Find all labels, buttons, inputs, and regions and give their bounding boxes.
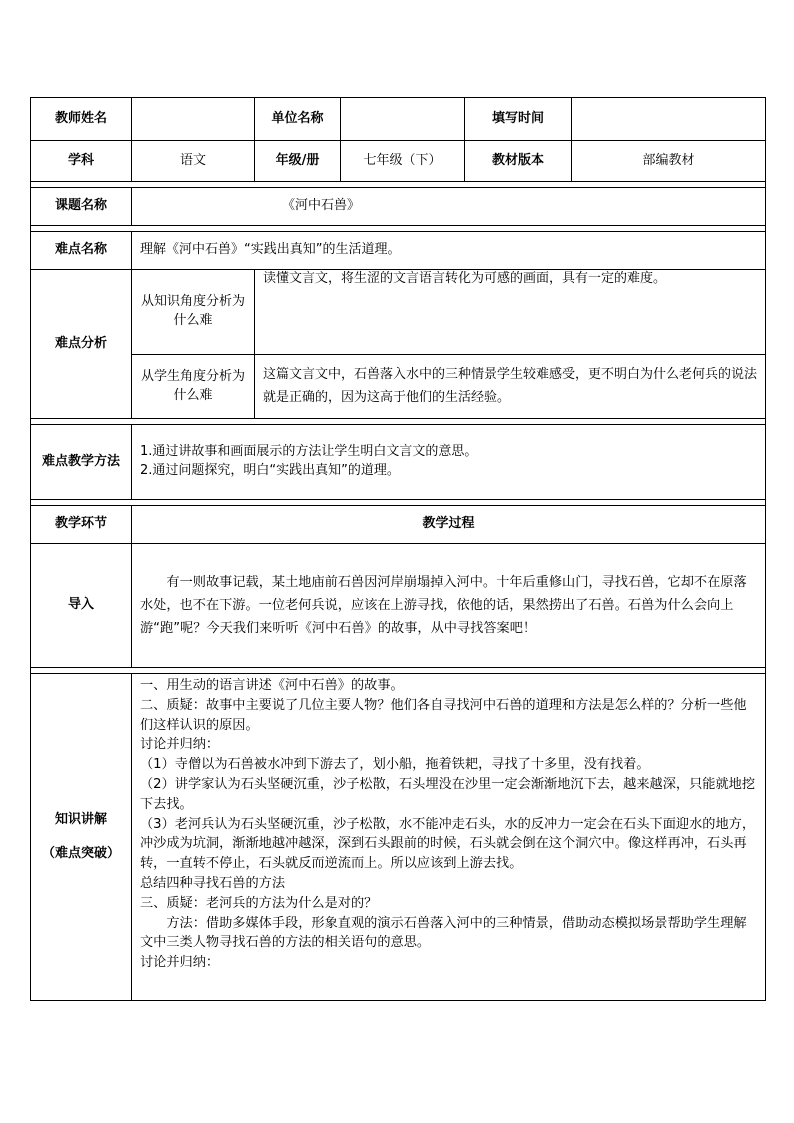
row-subject-info [31, 141, 766, 182]
row-knowledge-explanation [31, 674, 766, 1001]
row-process-header [31, 506, 766, 544]
subject-label: 学科 [31, 141, 132, 182]
textbook-value: 部编教材 [572, 141, 766, 182]
teaching-process-label: 教学过程 [132, 506, 766, 544]
row-lesson-title [31, 188, 766, 226]
lesson-plan-document [30, 97, 765, 1005]
teaching-method-line-2: 2.通过问题探究，明白“实践出真知”的道理。 [140, 463, 400, 478]
student-angle-label: 从学生角度分析为什么难 [132, 355, 255, 419]
teaching-method-label: 难点教学方法 [31, 425, 132, 500]
fill-date-label: 填写时间 [465, 98, 572, 141]
lesson-title-value: 《河中石兽》 [132, 188, 766, 226]
row-difficulty-name [31, 232, 766, 270]
knowledge-line: 讨论并归纳： [140, 737, 220, 753]
unit-name-value [341, 98, 465, 141]
teacher-name-label: 教师姓名 [31, 98, 132, 141]
textbook-label: 教材版本 [465, 141, 572, 182]
teaching-method-content [132, 425, 766, 500]
difficulty-analysis-label: 难点分析 [31, 270, 132, 419]
knowledge-explanation-label-cell [31, 674, 132, 1001]
knowledge-explanation-content [132, 674, 766, 1001]
student-angle-text: 这篇文言文中，石兽落入水中的三种情景学生较难感受，更不明白为什么老何兵的说法就是正确的，因为这高于他们的生活经验。 [255, 355, 766, 419]
knowledge-line: 方法：借助多媒体手段，形象直观的演示石兽落入河中的三种情景，借助动态模拟场景帮助学生理解文中三类人物寻找石兽的方法的相关语句的意思。 [140, 915, 747, 951]
difficulty-name-value: 理解《河中石兽》“实践出真知”的生活道理。 [132, 232, 766, 270]
knowledge-line: 一、用生动的语言讲述《河中石兽》的故事。 [140, 678, 404, 693]
knowledge-line: 讨论并归纳： [140, 955, 220, 971]
lesson-title-label: 课题名称 [31, 188, 132, 226]
intro-label: 导入 [31, 544, 132, 668]
knowledge-explanation-sublabel: （难点突破） [41, 846, 120, 861]
intro-text: 有一则故事记载，某土地庙前石兽因河岸崩塌掉入河中。十年后重修山门，寻找石兽，它却不在原落水处，也不在下游。一位老何兵说，应该在上游寻找，依他的话，果然捞出了石兽。石兽为什么会向上游“跑”呢？今天我们来听听《河中石兽》的故事，从中寻找答案吧！ [132, 544, 766, 668]
fill-date-value [572, 98, 766, 141]
teacher-name-value [132, 98, 255, 141]
teaching-stage-label: 教学环节 [31, 506, 132, 544]
knowledge-line: 总结四种寻找石兽的方法 [140, 875, 286, 891]
knowledge-line: （1）寺僧以为石兽被水冲到下游去了，划小船，拖着铁耙，寻找了十多里，没有找着。 [140, 757, 650, 773]
knowledge-line: 三、质疑：老河兵的方法为什么是对的？ [140, 895, 378, 911]
grade-value: 七年级（下） [341, 141, 465, 182]
row-student-analysis [31, 355, 766, 419]
knowledge-line: （3）老河兵认为石头坚硬沉重，沙子松散，水不能冲走石头，水的反冲力一定会在石头下面迎水的地方，冲沙成为坑洞，渐渐地越冲越深，深到石头跟前的时候，石头就会倒在这个洞穴中。像这样再冲，石头再转，一直转不停止，石头就反而逆流而上。所以应该到上游去找。 [140, 816, 756, 872]
knowledge-explanation-label: 知识讲解 [54, 812, 107, 828]
row-intro [31, 544, 766, 668]
knowledge-angle-text: 读懂文言文，将生涩的文言语言转化为可感的画面，具有一定的难度。 [255, 270, 766, 355]
row-teaching-method [31, 425, 766, 500]
knowledge-line: 二、质疑：故事中主要说了几位主要人物？他们各自寻找河中石兽的道理和方法是怎么样的？分析一些他们这样认识的原因。 [140, 697, 747, 733]
row-knowledge-analysis [31, 270, 766, 355]
lesson-plan-table [30, 97, 766, 1001]
row-header-info [31, 98, 766, 141]
teaching-method-line-1: 1.通过讲故事和画面展示的方法让学生明白文言文的意思。 [140, 444, 478, 460]
knowledge-angle-label: 从知识角度分析为什么难 [132, 270, 255, 355]
unit-name-label: 单位名称 [255, 98, 341, 141]
grade-label: 年级/册 [255, 141, 341, 182]
subject-value: 语文 [132, 141, 255, 182]
knowledge-line: （2）讲学家认为石头坚硬沉重，沙子松散，石头埋没在沙里一定会渐渐地沉下去，越来越深，只能就地挖下去找。 [140, 776, 756, 812]
difficulty-name-label: 难点名称 [31, 232, 132, 270]
